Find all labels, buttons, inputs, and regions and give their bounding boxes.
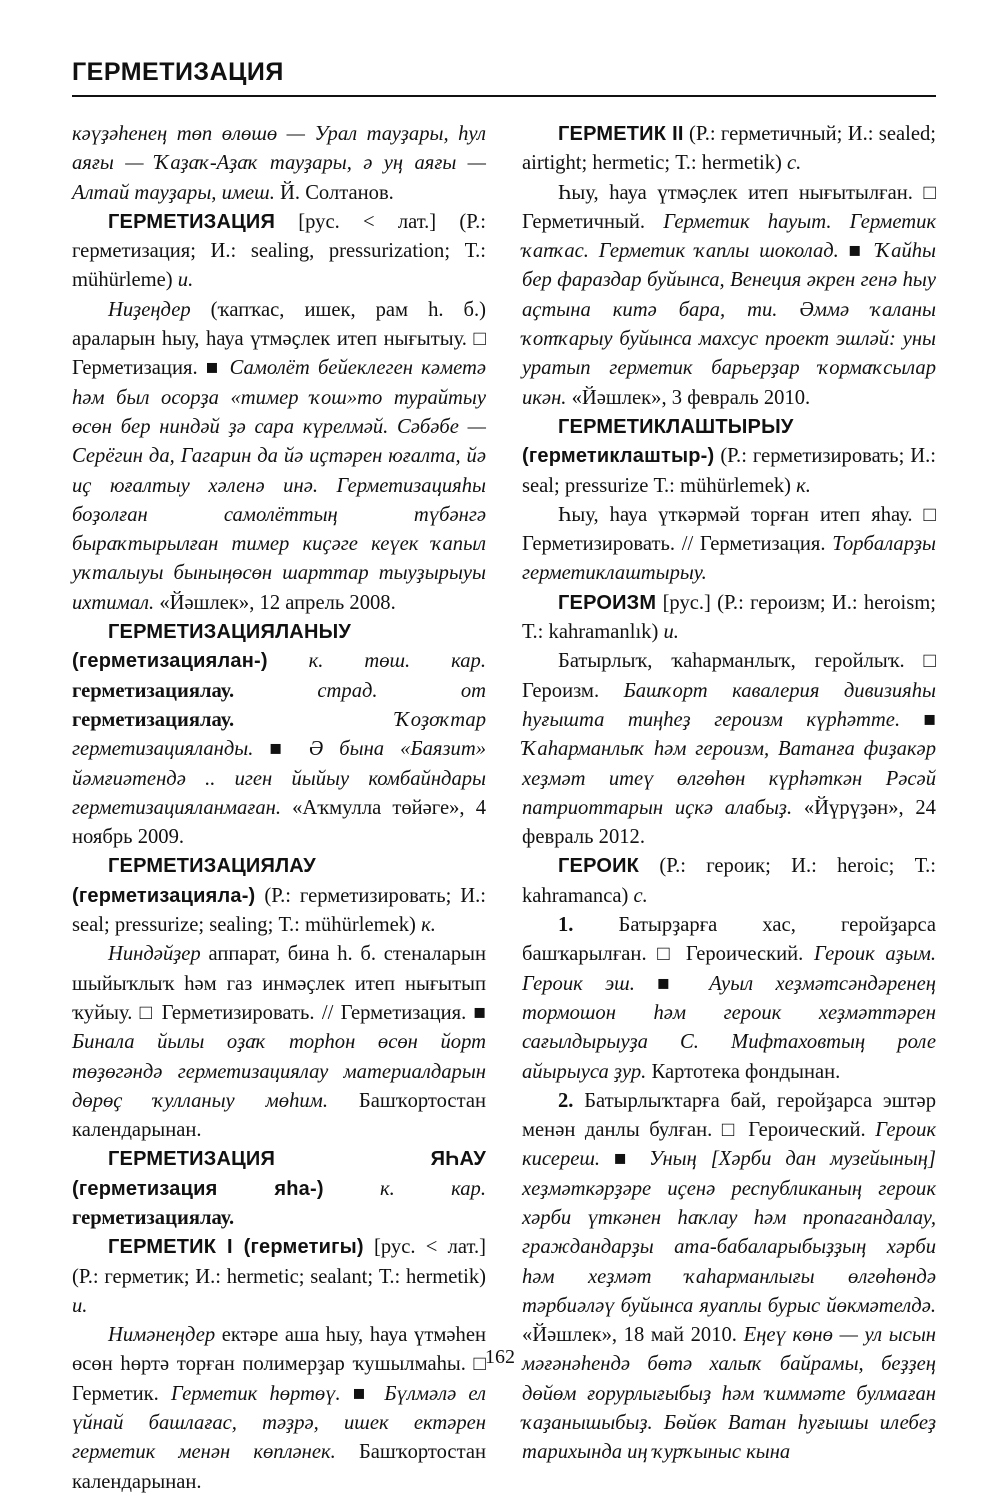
headword: ГЕРМЕТИЗАЦИЯ ЯҺАУ (герметизация яһа-) bbox=[72, 1148, 486, 1200]
headword: ГЕРОИК bbox=[558, 855, 640, 878]
entry-geroik: ГЕРОИК (Р.: героик; И.: heroic; Т.: kahramanca) с. bbox=[522, 855, 936, 907]
headword: ГЕРМЕТИЗАЦИЯЛАУ (герметизациялa-) bbox=[72, 855, 316, 907]
entry-germetik-1-definition: Нимәнеңдер ектәре аша һыу, һауа үтмәһен өсөн һөртә торған полимерҙар ҡушылмаһы. □ Герметик. Герметик һөртөү. ■ Бүлмәлә ел үйнай башлағас, тәҙрә, ишек ектәрен герметик менән көпләнек. Башҡортостан календарынан. bbox=[72, 1324, 486, 1493]
entry-germetiklashtyryu: ГЕРМЕТИКЛАШТЫРЫУ (герметиклаштыр-) (Р.: герметизировать; И.: seal; pressurize Т.: mühürlemek) к. bbox=[522, 415, 936, 497]
entry-germetizatsiya: ГЕРМЕТИЗАЦИЯ [рус. < лат.] (Р.: герметизация; И.: sealing, pressurization; Т.: mühürleme) и. bbox=[72, 210, 486, 292]
headword: ГЕРМЕТИКЛАШТЫРЫУ (герметиклаштыр-) bbox=[522, 415, 794, 468]
entry-germetizatsiyalau: ГЕРМЕТИЗАЦИЯЛАУ (герметизациялa-) (Р.: герметизировать; И.: seal; pressurize; sealing; Т.: mühürlemek) к. bbox=[72, 855, 486, 937]
entry-germetiklashtyryu-definition: Һыу, һауа үткәрмәй торған итеп яһау. □ Герметизировать. // Герметизация. Торбаларҙы герметиклаштырыу. bbox=[522, 503, 936, 585]
entry-germetizatsiyalau-definition: Ниндәйҙер аппарат, бина һ. б. стеналарын шыйыҡлыҡ һәм газ инмәҫлек итеп нығытып ҡуйыу. □ Герметизировать. // Герметизация. ■ Бинала йылы оҙаҡ торһон өсөн йорт төҙөгәндә герметизациялау материалдарын дөрөҫ ҡулланыу мөһим. Башҡортостан календарынан. bbox=[72, 943, 486, 1142]
entry-geroizm-definition: Батырлыҡ, ҡаһарманлыҡ, геройлыҡ. □ Героизм. Башҡорт кавалерия дивизияһы һуғышта тиңһеҙ героизм күрһәтте. ■ Ҡаһарманлыҡ һәм героизм, Ватанға фиҙакәр хеҙмәт итеү өлгөһөн күрһәткән Рәсәй патриоттарын иҫкә алабыҙ. «Йүрүҙән», 24 февраль 2012. bbox=[522, 650, 936, 849]
entry-germetik-2: ГЕРМЕТИК II (Р.: герметичный; И.: sealed; airtight; hermetic; Т.: hermetik) с. bbox=[522, 123, 936, 175]
entry-geroizm: ГЕРОИЗМ [рус.] (Р.: героизм; И.: heroism; Т.: kahramanlık) и. bbox=[522, 591, 936, 644]
entry-germetizatsiyalanyu: ГЕРМЕТИЗАЦИЯЛАНЫУ (герметизациялан-) к. төш. кар. герметизациялау. страд. от герметизациялау. Ҡоҙоҡтар герметизацияланды. ■ Ә бына «Баязит» йәмғиәтендә .. иген йыйыу комбайндары герметизацияланмаған. «Аҡмулла төйәге», 4 ноябрь 2009. bbox=[72, 621, 486, 849]
entry-germetik-1: ГЕРМЕТИК I (герметигы) [рус. < лат.] (Р.: герметик; И.: hermetic; sealant; Т.: hermetik) и. bbox=[72, 1236, 486, 1317]
continued-entry: кәүҙәһенең төп өлөшө — Урал тауҙары, һул аяғы — Ҡаҙаҡ-Аҙаҡ тауҙары, ә уң аяғы — Алтай тауҙары, имеш. Й. Солтанов. bbox=[72, 123, 486, 204]
headword: ГЕРМЕТИЗАЦИЯЛАНЫУ (герметизациялан-) bbox=[72, 621, 352, 673]
headword: ГЕРМЕТИК I (герметигы) bbox=[108, 1236, 364, 1259]
headword: ГЕРМЕТИК II bbox=[558, 123, 684, 145]
right-column bbox=[522, 120, 936, 1468]
header-rule bbox=[72, 95, 936, 97]
headword: ГЕРОИЗМ bbox=[558, 591, 657, 614]
entry-geroik-sense-1: 1. Батырҙарға хас, геройҙарса башҡарылған. □ Героический. Героик аҙым. Героик эш. ■ Ауыл хеҙмәтсәндәренең тормошон һәм героик хеҙмәттәрен сағылдырыуҙа С. Мифтаховтың роле айырыуса ҙур. Картотека фондынан. bbox=[522, 914, 937, 1083]
page-number: 162 bbox=[485, 1346, 515, 1368]
left-column bbox=[72, 120, 486, 1497]
entry-germetizatsiya-yahau: ГЕРМЕТИЗАЦИЯ ЯҺАУ (герметизация яһа-) к. кар. герметизациялау. bbox=[72, 1148, 486, 1229]
running-head: ГЕРМЕТИЗАЦИЯ bbox=[72, 58, 284, 86]
entry-germetizatsiya-definition: Ниҙеңдер (ҡапҡас, ишек, рам һ. б.) араларын һыу, һауа үтмәҫлек итеп нығытыу. □ Герметизация. ■ Самолёт бейеклеген кәметә һәм был осорҙа «тимер ҡош»то турайтыу өсөн бер ниндәй ҙә сара күрелмәй. Сәбәбе — Серёгин да, Гагарин да йә иҫтәрен юғалта, йә иҫ юғалтыу хәленә инә. Герметизацияһы боҙолған самолёттың түбәнгә быраҡтырылған тимер киҫәге кеүек ҡапыл уҡталыуы быныңөсөн шарттар тыуҙырыуы ихтимал. «Йәшлек», 12 апрель 2008. bbox=[72, 298, 486, 614]
entry-geroik-sense-2: 2. Батырлыҡтарға бай, геройҙарса эштәр менән данлы булған. □ Героический. Героик кисереш. ■ Уның [Хәрби дан музейының] хеҙмәткәрҙәре иҫенә республиканың героик хәрби үткәнен һаҡлау һәм пропагандалау, граждандарҙы ата-бабаларыбыҙҙың хәрби һәм хеҙмәт ҡаһарманлығы өлгөһөндә тәрбиәләү буйынса яуаплы бурыс йөкмәтелдә. «Йәшлек», 18 май 2010. Еңеү көнө — ул ысын мәғәнәһендә бөтә халыҡ байрамы, беҙҙең дөйөм ғорурлығыбыҙ һәм ҡиммәте булмаған ҡаҙанышыбыҙ. Бөйөк Ватан һуғышы илебеҙ тарихында иң ҡурҡыныс кына bbox=[522, 1089, 936, 1464]
entry-germetik-2-definition: Һыу, һауа үтмәҫлек итеп нығытылған. □ Герметичный. Герметик һауыт. Герметик ҡапҡас. Герметик ҡаплы шоколад. ■ Ҡайһы бер фараздар буйынса, Венеция әкрен генә һыу аҫтына китә бара, ти. Әммә ҡаланы ҡотҡарыу буйынса махсус проект эшләй: уны уратып герметик барьерҙар ҡормаҡсылар икән. «Йәшлек», 3 февраль 2010. bbox=[522, 181, 936, 409]
headword: ГЕРМЕТИЗАЦИЯ bbox=[108, 210, 276, 233]
